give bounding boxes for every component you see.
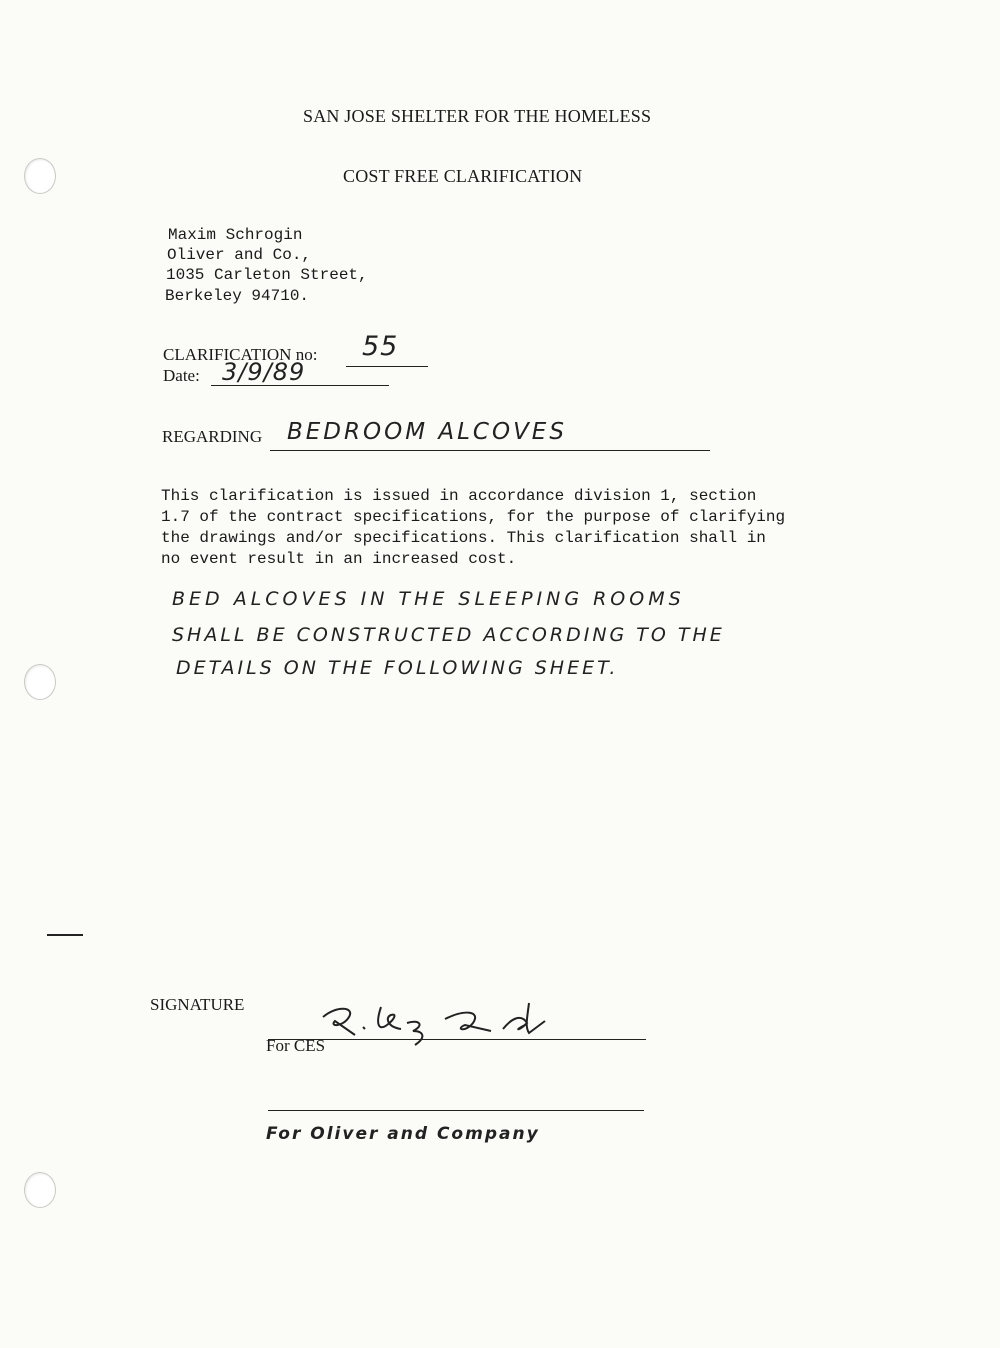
form-title: COST FREE CLARIFICATION [343,166,583,186]
ces-caption: For CES [266,1036,326,1055]
punch-hole-middle [24,664,56,700]
oliver-signature-line [268,1110,644,1111]
oliver-caption: For Oliver and Company [266,1124,540,1144]
clarification-number-value: 55 [362,331,399,362]
statement-line: no event result in an increased cost. [161,550,517,568]
statement-line: This clarification is issued in accordance division 1, section [161,487,757,505]
handwritten-note-line: DETAILS ON THE FOLLOWING SHEET. [176,657,619,679]
clarification-statement [161,486,786,570]
ces-signature-scribble [315,995,555,1055]
regarding-line [270,450,710,451]
signature-label: SIGNATURE [150,995,245,1014]
statement-line: the drawings and/or specifications. This clarification shall in [161,529,766,547]
statement-line: 1.7 of the contract specifications, for the purpose of clarifying [161,508,786,526]
punch-hole-bottom [24,1172,56,1208]
organization-title: SAN JOSE SHELTER FOR THE HOMELESS [303,106,652,126]
regarding-value: BEDROOM ALCOVES [287,419,567,445]
date-line [211,385,389,386]
date-label: Date: [163,366,200,385]
address-name: Maxim Schrogin [168,226,303,244]
clarification-number-line [346,366,428,367]
margin-mark [47,934,83,936]
clarification-number-label: CLARIFICATION no: [163,345,318,364]
punch-hole-top [24,158,56,194]
address-city: Berkeley 94710. [165,287,310,305]
handwritten-note-line: SHALL BE CONSTRUCTED ACCORDING TO THE [172,624,725,646]
handwritten-note-line: BED ALCOVES IN THE SLEEPING ROOMS [172,588,685,610]
date-value: 3/9/89 [222,358,306,386]
address-company: Oliver and Co., [167,246,312,264]
regarding-label: REGARDING [162,427,263,446]
address-street: 1035 Carleton Street, [166,266,368,284]
